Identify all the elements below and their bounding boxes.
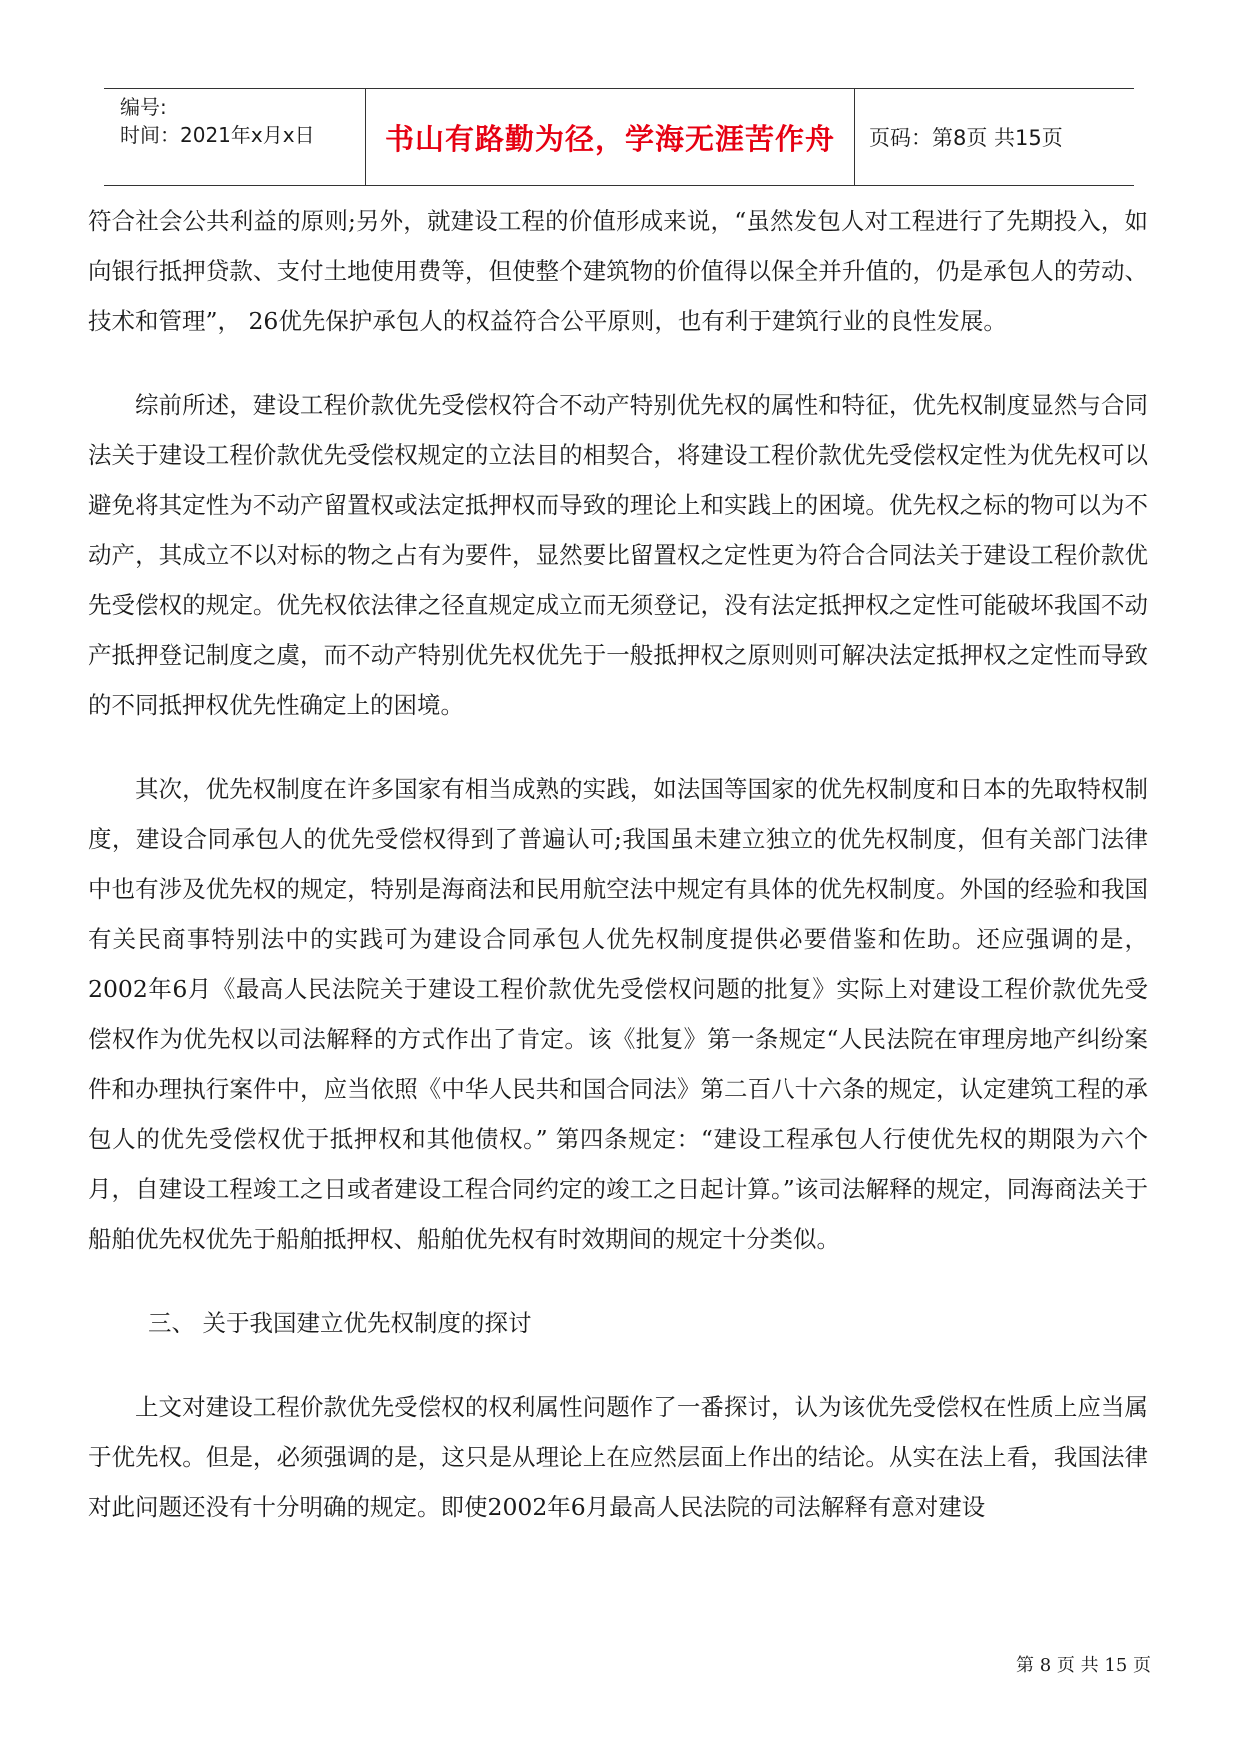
page-header	[104, 88, 1134, 186]
paragraph-discussion: 上文对建设工程价款优先受偿权的权利属性问题作了一番探讨，认为该优先受偿权在性质上应当属于优先权。但是，必须强调的是，这只是从理论上在应然层面上作出的结论。从实在法上看，我国法律对此问题还没有十分明确的规定。即使2002年6月最高人民法院的司法解释有意对建设	[88, 1393, 1148, 1521]
section-heading: 三、 关于我国建立优先权制度的探讨	[148, 1309, 532, 1337]
document-body	[88, 196, 1148, 1532]
paragraph-practice: 其次，优先权制度在许多国家有相当成熟的实践，如法国等国家的优先权制度和日本的先取特权制度，建设合同承包人的优先受偿权得到了普遍认可;我国虽未建立独立的优先权制度，但有关部门法律中也有涉及优先权的规定，特别是海商法和民用航空法中规定有具体的优先权制度。外国的经验和我国有关民商事特别法中的实践可为建设合同承包人优先权制度提供必要借鉴和佐助。还应强调的是，2002年6月《最高人民法院关于建设工程价款优先受偿权问题的批复》实际上对建设工程价款优先受偿权作为优先权以司法解释的方式作出了肯定。该《批复》第一条规定“人民法院在审理房地产纠纷案件和办理执行案件中，应当依照《中华人民共和国合同法》第二百八十六条的规定，认定建筑工程的承包人的优先受偿权优于抵押权和其他债权。” 第四条规定：“建设工程承包人行使优先权的期限为六个月，自建设工程竣工之日或者建设工程合同约定的竣工之日起计算。”该司法解释的规定，同海商法关于船舶优先权优先于船舶抵押权、船舶优先权有时效期间的规定十分类似。	[88, 775, 1148, 1253]
paragraph-continuation: 符合社会公共利益的原则;另外，就建设工程的价值形成来说，“虽然发包人对工程进行了先期投入，如向银行抵押贷款、支付土地使用费等，但使整个建筑物的价值得以保全并升值的，仍是承包人的劳动、技术和管理”， 26优先保护承包人的权益符合公平原则，也有利于建筑行业的良性发展。	[88, 207, 1148, 335]
header-meta	[104, 89, 366, 185]
paragraph-summary: 综前所述，建设工程价款优先受偿权符合不动产特别优先权的属性和特征，优先权制度显然与合同法关于建设工程价款优先受偿权规定的立法目的相契合，将建设工程价款优先受偿权定性为优先权可以避免将其定性为不动产留置权或法定抵押权而导致的理论上和实践上的困境。优先权之标的物可以为不动产，其成立不以对标的物之占有为要件，显然要比留置权之定性更为符合合同法关于建设工程价款优先受偿权的规定。优先权依法律之径直规定成立而无须登记，没有法定抵押权之定性可能破坏我国不动产抵押登记制度之虞，而不动产特别优先权优先于一般抵押权之原则则可解决法定抵押权之定性而导致的不同抵押权优先性确定上的困境。	[88, 391, 1148, 719]
page-footer: 第 8 页 共 15 页	[1016, 1655, 1151, 1676]
header-motto: 书山有路勤为径，学海无涯苦作舟	[366, 89, 855, 185]
header-page-code: 页码：第8页 共15页	[869, 126, 1063, 150]
document-number-label: 编号:	[120, 95, 167, 119]
document-time: 时间：2021年x月x日	[120, 123, 315, 147]
